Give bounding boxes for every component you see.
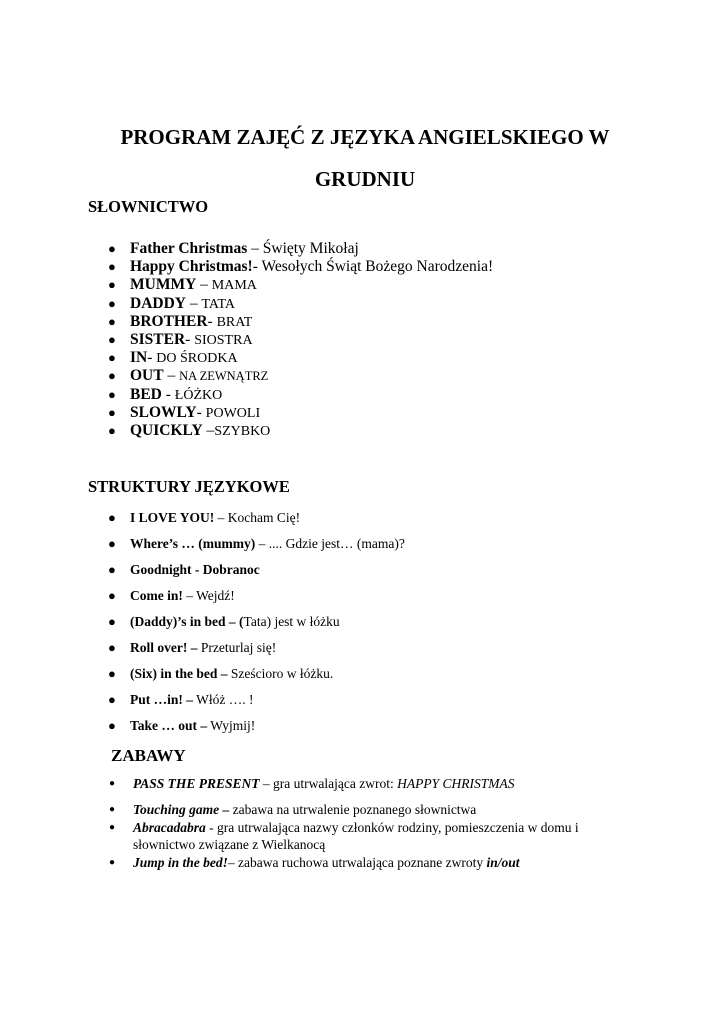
page-title: [90, 116, 640, 200]
title-line-1: PROGRAM ZAJĘĆ Z JĘZYKA ANGIELSKIEGO W: [120, 125, 610, 149]
vocab-item: ● IN- DO ŚRODKA: [108, 349, 238, 367]
game-item: ● Touching game – zabawa na utrwalenie poznanego słownictwa: [109, 802, 477, 817]
bullet-icon: ●: [108, 562, 116, 577]
bullet-icon: ●: [108, 331, 116, 347]
structure-item: ● (Six) in the bed – Sześcioro w łóżku.: [108, 666, 334, 681]
bullet-icon: ●: [108, 422, 116, 438]
structure-item: ● Take … out – Wyjmij!: [108, 718, 256, 733]
game-item: ● Jump in the bed!– zabawa ruchowa utrwalająca poznane zwroty in/out: [109, 855, 520, 870]
structure-item: ● Where’s … (mummy) – .... Gdzie jest… (mama)?: [108, 536, 405, 551]
bullet-icon: ●: [108, 718, 116, 733]
vocab-item: ● BED - ŁÓŻKO: [108, 385, 223, 403]
structure-item: ● Roll over! – Przeturlaj się!: [108, 640, 277, 655]
structure-item: ● (Daddy)’s in bed – (Tata) jest w łóżku: [108, 614, 340, 629]
game-item: ● PASS THE PRESENT – gra utrwalająca zwrot: HAPPY CHRISTMAS: [109, 776, 515, 791]
bullet-icon: ●: [108, 536, 116, 551]
bullet-icon: ●: [108, 350, 116, 366]
vocab-item: ● SLOWLY- POWOLI: [108, 403, 261, 421]
vocab-item: ● BROTHER- BRAT: [108, 312, 253, 330]
bullet-icon: ●: [109, 804, 116, 815]
bullet-icon: ●: [108, 692, 116, 707]
games-list: [109, 775, 623, 871]
bullet-icon: ●: [108, 241, 116, 256]
bullet-icon: ●: [108, 313, 116, 329]
structures-list: [108, 509, 405, 743]
bullet-icon: ●: [108, 588, 116, 603]
structure-item: ● Goodnight - Dobranoc: [108, 562, 260, 577]
vocab-item: ● DADDY – TATA: [108, 294, 235, 312]
structures-heading: STRUKTURY JĘZYKOWE: [88, 477, 290, 496]
vocab-list: [108, 240, 494, 440]
vocab-item: ● QUICKLY –SZYBKO: [108, 421, 271, 439]
bullet-icon: ●: [108, 510, 116, 525]
bullet-icon: ●: [109, 822, 116, 833]
bullet-icon: ●: [108, 277, 116, 293]
bullet-icon: ●: [108, 666, 116, 681]
structure-item: ● Come in! – Wejdź!: [108, 588, 235, 603]
games-heading: ZABAWY: [111, 746, 186, 765]
bullet-icon: ●: [108, 640, 116, 655]
title-line-2: GRUDNIU: [314, 167, 416, 191]
bullet-icon: ●: [109, 778, 116, 789]
vocab-item: ● Father Christmas – Święty Mikołaj: [108, 240, 359, 257]
bullet-icon: ●: [108, 295, 116, 311]
vocab-item: ● SISTER- SIOSTRA: [108, 330, 253, 348]
bullet-icon: ●: [109, 857, 116, 868]
vocab-heading: SŁOWNICTWO: [88, 197, 209, 216]
game-item: ● Abracadabra - gra utrwalająca nazwy członków rodziny, pomieszczenia w domu i słownictwo związane z Wielkanocą: [109, 820, 579, 852]
vocab-item: ● OUT – NA ZEWNĄTRZ: [108, 367, 269, 385]
bullet-icon: ●: [108, 368, 116, 384]
structure-item: ● I LOVE YOU! – Kocham Cię!: [108, 510, 301, 525]
vocab-item: ● MUMMY – MAMA: [108, 276, 257, 294]
vocab-item: ● Happy Christmas!- Wesołych Świąt Bożego Narodzenia!: [108, 258, 494, 276]
structure-item: ● Put …in! – Włóż …. !: [108, 692, 254, 707]
bullet-icon: ●: [108, 386, 116, 402]
bullet-icon: ●: [108, 259, 116, 275]
bullet-icon: ●: [108, 404, 116, 420]
bullet-icon: ●: [108, 614, 116, 629]
